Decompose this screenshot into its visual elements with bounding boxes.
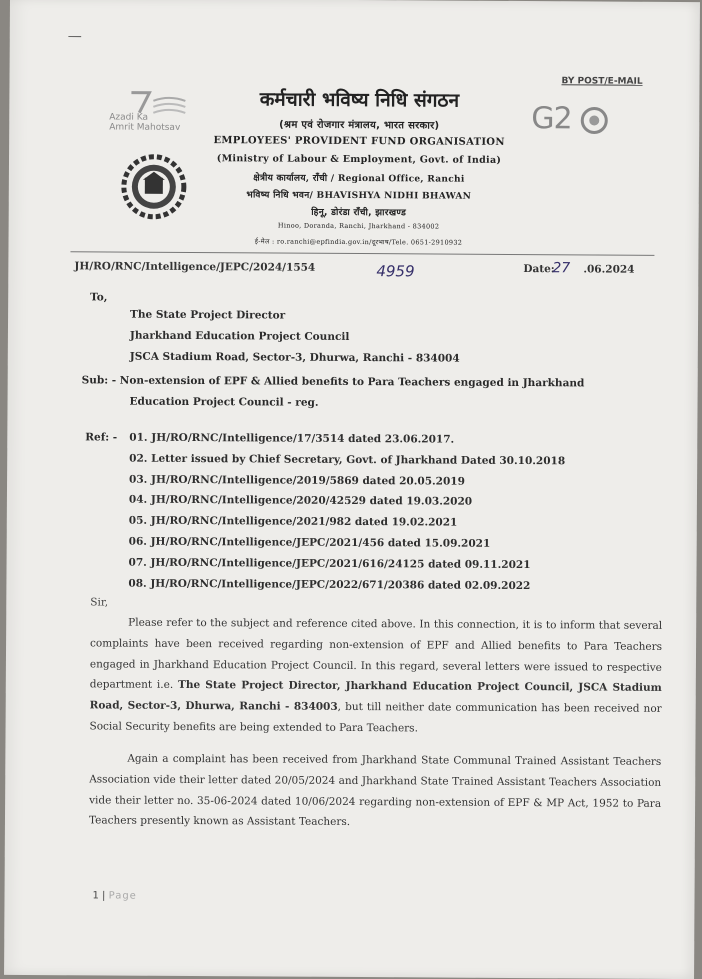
reference-item: 04. JH/RO/RNC/Intelligence/2020/42529 dated 19.03.2020 (128, 494, 473, 509)
reference-item: 05. JH/RO/RNC/Intelligence/2021/982 dated 19.02.2021 (128, 514, 458, 529)
reference-item: 03. JH/RO/RNC/Intelligence/2019/5869 dated 20.05.2019 (129, 473, 465, 488)
date-month-year: .06.2024 (583, 263, 635, 276)
paragraph-2: Again a complaint has been received from Jharkhand State Communal Trained Assistant Teachers Association vide their letter dated 20/05/2024 and Jharkhand State Trained Assistant Teachers Association vide their letter no. 35-06-2024 dated 10/06/2024 regarding non-extension of EPF & MP Act, 1952 to Para Teachers presently known as Assistant Teachers. (88, 752, 662, 829)
reference-item: 07. JH/RO/RNC/Intelligence/JEPC/2021/616/24125 dated 09.11.2021 (128, 556, 531, 571)
address-english: Hinoo, Doranda, Ranchi, Jharkhand - 834002 (277, 221, 440, 231)
recipient-line-2: Jharkhand Education Project Council (129, 329, 350, 343)
contact-line: ई-मेल : ro.ranchi@epfindia.gov.in/दूरभाष/Tele. 0651-2910932 (254, 237, 463, 247)
g20-logo: G2 (529, 101, 611, 161)
ministry-hindi: (श्रम एवं रोजगार मंत्रालय, भारत सरकार) (279, 119, 440, 132)
reference-list (128, 428, 565, 597)
date-day-handwritten: 27 (552, 260, 571, 277)
subject: Sub: - Non-extension of EPF & Allied benefits to Para Teachers engaged in Jharkhand Education Project Council - reg. (81, 374, 585, 409)
reference-item: 06. JH/RO/RNC/Intelligence/JEPC/2021/456 dated 15.09.2021 (128, 535, 491, 550)
top-margin-mark: — (67, 28, 84, 45)
epfo-emblem (121, 154, 187, 220)
regional-office: क्षेत्रीय कार्यालय, राँची / Regional Office, Ranchi (253, 173, 465, 185)
reference-item: 02. Letter issued by Chief Secretary, Govt. of Jharkhand Dated 30.10.2018 (129, 452, 566, 468)
letter-page (4, 0, 700, 979)
page-footer: 1 | Page (92, 890, 137, 902)
ministry-english: (Ministry of Labour & Employment, Govt. of India) (216, 153, 502, 166)
address-hindi: हिनू, डोरंडा राँची, झारखण्ड (311, 207, 407, 219)
recipient-block (130, 305, 460, 370)
org-name-english: EMPLOYEES' PROVIDENT FUND ORGANISATION (213, 135, 505, 148)
dispatch-mode: BY POST/E-MAIL (561, 76, 643, 87)
paragraph-1: Please refer to the subject and reference cited above. In this connection, it is to inform that several complaints have been received regarding non-extension of EPF and Allied benefits to Para Teachers engaged in Jharkhand Education Project Council. In this regard, several letters were issued to respective department i.e. The State Project Director, Jharkhand Education Project Council, JSCA Stadium Road, Sector-3, Dhurwa, Ranchi - 834003, but till neither date communication has been received nor Social Security benefits are being extended to Para Teachers. (89, 616, 663, 735)
letter-reference: JH/RO/RNC/Intelligence/JEPC/2024/1554 (74, 260, 316, 274)
recipient-line-1: The State Project Director (130, 308, 286, 322)
bhawan-name: भविष्य निधि भवन/ BHAVISHYA NIDHI BHAWAN (246, 190, 472, 202)
header-divider (70, 251, 654, 256)
recipient-line-3: JSCA Stadium Road, Sector-3, Dhurwa, Ranchi - 834004 (129, 350, 460, 365)
date-label: Date: (523, 263, 555, 276)
azadi-text: Azadi Ka Amrit Mahotsav (109, 112, 181, 133)
reference-item: 01. JH/RO/RNC/Intelligence/17/3514 dated 23.06.2017. (129, 431, 455, 446)
org-name-hindi: कर्मचारी भविष्य निधि संगठन (259, 88, 460, 112)
azadi-ka-amrit-mahotsav-logo (109, 87, 219, 138)
reference-item: 08. JH/RO/RNC/Intelligence/JEPC/2022/671/20386 dated 02.09.2022 (128, 577, 531, 592)
ref-label: Ref: - (85, 431, 118, 444)
salutation: Sir, (90, 596, 109, 609)
handwritten-number: 4959 (376, 262, 415, 281)
to-label: To, (90, 291, 108, 304)
